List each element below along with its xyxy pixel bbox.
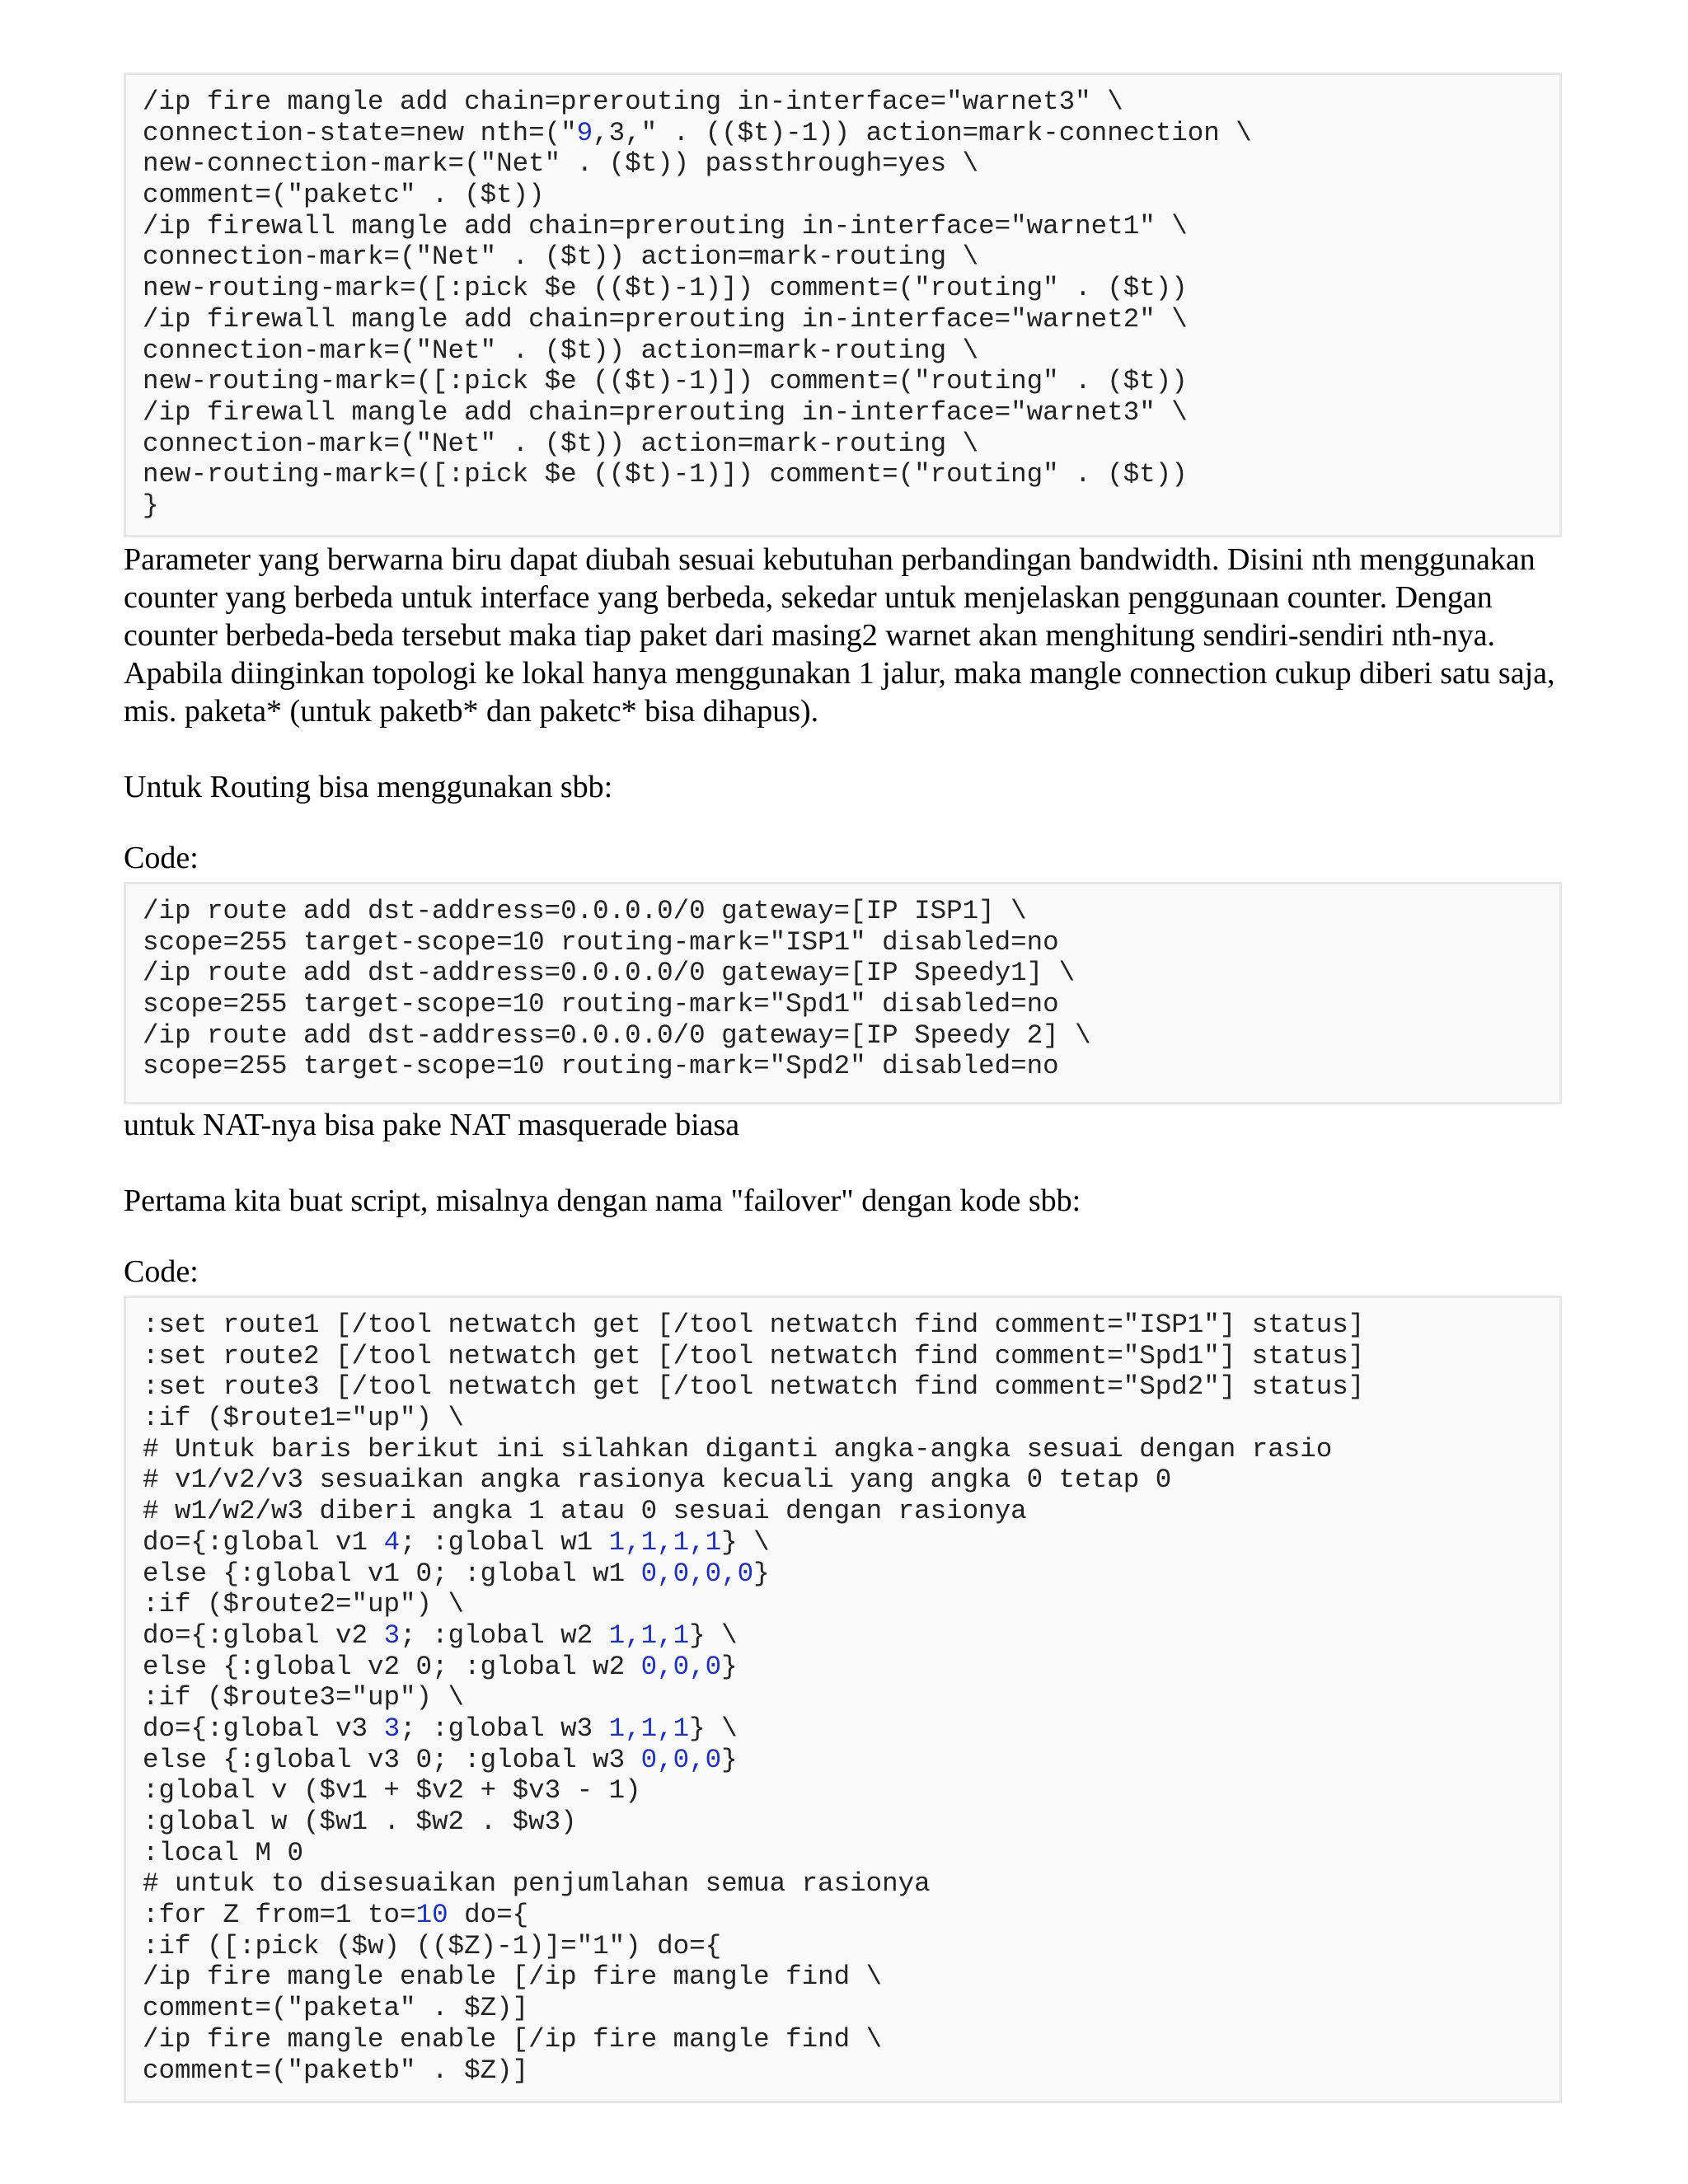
code-text: :global v ($v1 + $v2 + $v3 - 1) <box>143 1775 641 1807</box>
code-text: } <box>753 1558 770 1589</box>
code-line <box>143 490 1543 522</box>
code-line <box>143 989 1543 1020</box>
code-text: do={:global v3 <box>143 1713 384 1744</box>
code-text: new-routing-mark=([:pick $e (($t)-1)]) comment=("routing" . ($t)) <box>143 366 1188 397</box>
code-text: :set route3 [/tool netwatch get [/tool netwatch find comment="Spd2"] status] <box>143 1371 1365 1403</box>
code-line <box>143 1993 1543 2024</box>
paragraph-parameter-explanation: Parameter yang berwarna biru dapat diubah sesuai kebutuhan perbandingan bandwidth. Disini nth menggunakan counter yang berbeda untuk interface yang berbeda, sekedar untuk menjelaskan penggunaan counter. Dengan counter berbeda-beda tersebut maka tiap paket dari masing2 warnet akan menghitung sendiri-sendiri nth-nya. Apabila diinginkan topologi ke lokal hanya menggunakan 1 jalur, maka mangle connection cukup diberi satu saja, mis. paketa* (untuk paketb* dan paketc* bisa dihapus). <box>124 542 1555 729</box>
code-line <box>143 180 1543 211</box>
code-line <box>143 1051 1543 1082</box>
code-text: :global w ($w1 . $w2 . $w3) <box>143 1807 577 1837</box>
code-text: # Untuk baris berikut ini silahkan diganti angka-angka sesuai dengan rasio <box>143 1433 1333 1465</box>
code-text: } \ <box>689 1713 738 1744</box>
code-text: } <box>721 1651 738 1682</box>
code-text: /ip fire mangle enable [/ip fire mangle find \ <box>143 2023 883 2055</box>
code-line <box>143 2024 1543 2055</box>
code-block-mangle <box>124 73 1562 537</box>
code-text: scope=255 target-scope=10 routing-mark="Spd1" disabled=no <box>143 989 1059 1020</box>
code-label: Code: <box>124 841 199 875</box>
code-text: :if ($route3="up") \ <box>143 1682 465 1713</box>
code-text: connection-mark=("Net" . ($t)) action=mark-routing \ <box>143 335 979 366</box>
code-text: do={:global v2 <box>143 1619 384 1651</box>
code-text: /ip route add dst-address=0.0.0.0/0 gateway=[IP Speedy 2] \ <box>143 1019 1091 1051</box>
code-text: connection-state=new nth=(" <box>143 117 577 148</box>
code-line <box>143 118 1543 149</box>
code-text: ; :global w1 <box>400 1526 609 1558</box>
highlighted-parameter: 0,0,0 <box>640 1651 722 1682</box>
code-text: new-routing-mark=([:pick $e (($t)-1)]) comment=("routing" . ($t)) <box>143 273 1188 304</box>
code-line <box>143 211 1543 242</box>
code-line <box>143 1558 1543 1590</box>
highlighted-parameter: 0,0,0 <box>640 1744 722 1775</box>
code-text: :if ([:pick ($w) (($Z)-1)]="1") do={ <box>143 1930 722 1961</box>
code-line <box>143 1527 1543 1558</box>
code-line <box>143 1403 1543 1434</box>
highlighted-parameter: 4 <box>383 1526 401 1558</box>
code-line <box>143 429 1543 460</box>
code-line <box>143 459 1543 490</box>
code-line <box>143 1371 1543 1403</box>
code-line <box>143 366 1543 397</box>
code-text: new-connection-mark=("Net" . ($t)) passthrough=yes \ <box>143 148 979 180</box>
code-text: do={:global v1 <box>143 1526 384 1558</box>
code-line <box>143 1900 1543 1931</box>
code-line <box>143 958 1543 989</box>
code-text: /ip firewall mangle add chain=prerouting in-interface="warnet2" \ <box>143 303 1188 335</box>
code-block-route <box>124 882 1562 1104</box>
code-block-failover-script <box>124 1296 1562 2103</box>
highlighted-parameter: 3 <box>383 1713 401 1744</box>
code-line <box>143 87 1543 118</box>
highlighted-parameter: 0,0,0,0 <box>640 1558 754 1589</box>
code-text: } <box>143 490 159 521</box>
code-line <box>143 1682 1543 1713</box>
code-label: Code: <box>124 1254 199 1289</box>
code-text: ,3," . (($t)-1)) action=mark-connection \ <box>593 117 1252 148</box>
code-line <box>143 273 1543 304</box>
code-line <box>143 2055 1543 2087</box>
code-text: } \ <box>721 1526 770 1558</box>
code-text: /ip fire mangle enable [/ip fire mangle find \ <box>143 1961 883 1993</box>
code-text: /ip fire mangle add chain=prerouting in-interface="warnet3" \ <box>143 87 1123 117</box>
code-text: else {:global v1 0; :global w1 <box>143 1558 641 1589</box>
code-text: else {:global v2 0; :global w2 <box>143 1651 641 1682</box>
code-text: # v1/v2/v3 sesuaikan angka rasionya kecuali yang angka 0 tetap 0 <box>143 1465 1172 1496</box>
code-text: :set route2 [/tool netwatch get [/tool netwatch find comment="Spd1"] status] <box>143 1340 1365 1371</box>
code-text: connection-mark=("Net" . ($t)) action=mark-routing \ <box>143 241 979 273</box>
code-text: do={ <box>448 1900 529 1931</box>
code-text: else {:global v3 0; :global w3 <box>143 1744 641 1775</box>
code-line <box>143 1713 1543 1745</box>
code-text: :if ($route2="up") \ <box>143 1589 465 1620</box>
code-line <box>143 1310 1543 1341</box>
code-line <box>143 397 1543 429</box>
code-text: comment=("paketa" . $Z)] <box>143 1993 529 2024</box>
highlighted-parameter: 1,1,1 <box>608 1713 690 1744</box>
code-text: /ip firewall mangle add chain=prerouting in-interface="warnet3" \ <box>143 396 1188 428</box>
code-text: :for Z from=1 to= <box>143 1900 416 1931</box>
code-line <box>143 335 1543 367</box>
code-line <box>143 1931 1543 1962</box>
code-text: comment=("paketc" . ($t)) <box>143 180 545 211</box>
highlighted-parameter: 10 <box>415 1900 448 1931</box>
code-line <box>143 148 1543 180</box>
code-text: comment=("paketb" . $Z)] <box>143 2055 529 2086</box>
code-line <box>143 1341 1543 1372</box>
code-line <box>143 1434 1543 1465</box>
code-line <box>143 1745 1543 1776</box>
highlighted-parameter: 3 <box>383 1619 401 1651</box>
paragraph-script-intro: Pertama kita buat script, misalnya dengan nama "failover" dengan kode sbb: <box>124 1183 1081 1218</box>
code-line <box>143 1589 1543 1620</box>
code-text: scope=255 target-scope=10 routing-mark="Spd2" disabled=no <box>143 1051 1059 1082</box>
code-text: /ip route add dst-address=0.0.0.0/0 gateway=[IP Speedy1] \ <box>143 958 1076 989</box>
code-text: # w1/w2/w3 diberi angka 1 atau 0 sesuai dengan rasionya <box>143 1496 1027 1527</box>
highlighted-parameter: 1,1,1,1 <box>608 1526 722 1558</box>
code-line <box>143 896 1543 927</box>
code-line <box>143 1620 1543 1652</box>
code-text: :set route1 [/tool netwatch get [/tool netwatch find comment="ISP1"] status] <box>143 1310 1365 1340</box>
document-page <box>124 73 1562 2103</box>
highlighted-parameter: 1,1,1 <box>608 1619 690 1651</box>
code-line <box>143 304 1543 335</box>
code-line <box>143 1496 1543 1527</box>
code-line <box>143 1961 1543 1993</box>
code-line <box>143 927 1543 958</box>
code-line <box>143 1807 1543 1838</box>
code-text: :local M 0 <box>143 1837 304 1868</box>
highlighted-parameter: 9 <box>576 117 593 148</box>
code-text: scope=255 target-scope=10 routing-mark="ISP1" disabled=no <box>143 926 1059 958</box>
code-line <box>143 241 1543 273</box>
code-line <box>143 1868 1543 1900</box>
code-line <box>143 1465 1543 1496</box>
code-text: ; :global w3 <box>400 1713 609 1744</box>
code-text: /ip firewall mangle add chain=prerouting in-interface="warnet1" \ <box>143 210 1188 241</box>
code-text: connection-mark=("Net" . ($t)) action=mark-routing \ <box>143 428 979 459</box>
code-text: # untuk to disesuaikan penjumlahan semua rasionya <box>143 1868 931 1900</box>
code-line <box>143 1652 1543 1683</box>
code-line <box>143 1775 1543 1807</box>
code-text: } \ <box>689 1619 738 1651</box>
code-text: } <box>721 1744 738 1775</box>
paragraph-routing-intro: Untuk Routing bisa menggunakan sbb: <box>124 770 613 804</box>
code-text: :if ($route1="up") \ <box>143 1403 465 1434</box>
code-text: ; :global w2 <box>400 1619 609 1651</box>
code-line <box>143 1020 1543 1052</box>
paragraph-nat-note: untuk NAT-nya bisa pake NAT masquerade biasa <box>124 1108 740 1142</box>
code-line <box>143 1838 1543 1869</box>
code-text: /ip route add dst-address=0.0.0.0/0 gateway=[IP ISP1] \ <box>143 896 1027 926</box>
code-text: new-routing-mark=([:pick $e (($t)-1)]) comment=("routing" . ($t)) <box>143 459 1188 490</box>
